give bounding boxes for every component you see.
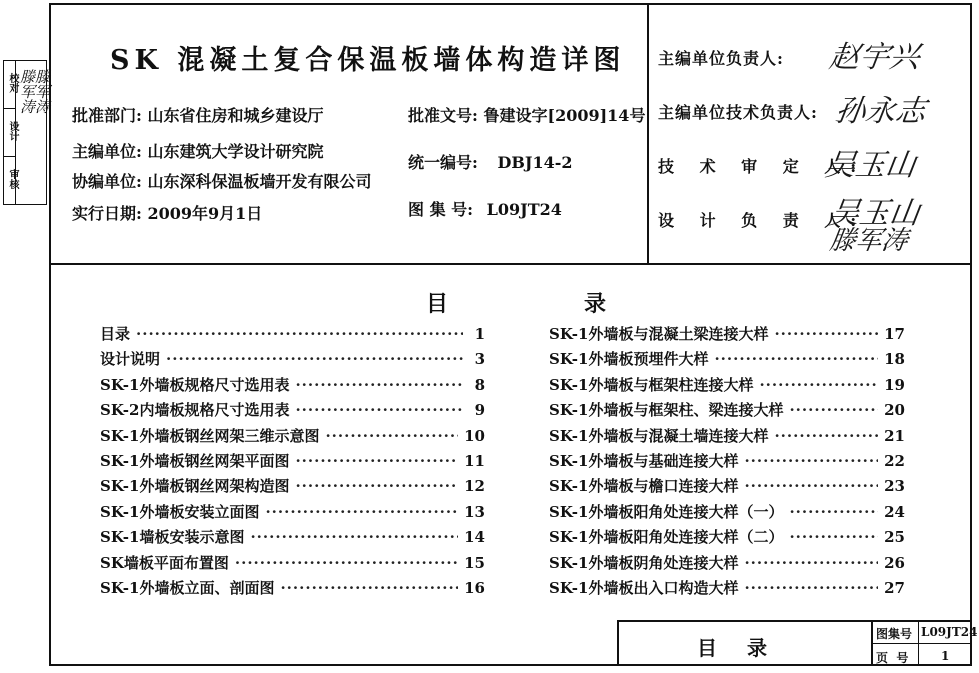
effective-date-value: 2009年9月1日 [147, 204, 263, 223]
toc-leader-dots [744, 554, 878, 572]
unified-no-value: DBJ14-2 [497, 153, 573, 172]
toc-leader-dots [789, 528, 878, 546]
toc-leader-dots [280, 579, 458, 597]
side-label-design: 设计 [7, 121, 18, 141]
toc-entry-title: 设计说明 [100, 350, 161, 369]
approval-no-value: 鲁建设字[2009]14号 [483, 106, 646, 125]
effective-date [72, 201, 262, 224]
toc-right-column [549, 323, 905, 603]
toc-entry-title: SK-1外墙板预埋件大样 [549, 350, 709, 369]
toc-entry[interactable] [549, 425, 905, 449]
approval-dept-value: 山东省住房和城乡建设厅 [147, 106, 324, 125]
toc-entry-page: 8 [474, 375, 485, 394]
co-unit-label: 协编单位: [72, 172, 142, 191]
toc-leader-dots [744, 452, 878, 470]
toc-entry-page: 19 [884, 375, 905, 394]
toc-heading-right: 录 [584, 291, 607, 317]
toc-entry-page: 27 [884, 579, 905, 597]
toc-entry[interactable] [549, 552, 905, 576]
toc-entry-title: SK-1外墙板安装立面图 [100, 502, 260, 521]
toc-leader-dots [295, 452, 458, 470]
toc-entry-page: 20 [884, 401, 905, 420]
toc-leader-dots [136, 325, 463, 343]
toc-entry[interactable] [100, 425, 485, 449]
toc-entry-title: SK-1墙板安装示意图 [100, 528, 245, 547]
toc-entry[interactable] [549, 450, 905, 474]
toc-entry-page: 23 [884, 477, 905, 496]
approval-side-strip [3, 60, 51, 205]
toc-entry[interactable] [100, 552, 485, 576]
toc-leader-dots [295, 401, 463, 419]
design-lead-label: 设 计 负 责 人: [658, 211, 867, 230]
toc-entry[interactable] [100, 399, 485, 423]
atlas-no-label: 图 集 号: [408, 200, 474, 219]
toc-entry-page: 25 [884, 528, 905, 547]
toc-entry[interactable] [100, 526, 485, 550]
toc-entry[interactable] [100, 450, 485, 474]
toc-leader-dots [235, 554, 458, 572]
toc-leader-dots [714, 350, 878, 368]
toc-entry-title: SK-1外墙板钢丝网架构造图 [100, 477, 290, 496]
toc-entry[interactable] [100, 577, 485, 601]
atlas-no-value: L09JT24 [486, 200, 562, 219]
design-lead-signature-1: 吴玉山 [827, 196, 922, 231]
tech-reviewer-label: 技 术 审 定 人: [658, 157, 867, 176]
page-value: 1 [941, 649, 950, 663]
toc-leader-dots [295, 376, 463, 394]
toc-leader-dots [759, 376, 878, 394]
title-block-left [617, 620, 619, 666]
side-signature-1: 滕军涛 [18, 69, 36, 114]
atlas-label: 图集号 [876, 627, 913, 641]
co-unit [72, 169, 372, 192]
toc-leader-dots [265, 503, 458, 521]
toc-entry-title: SK-1外墙板立面、剖面图 [100, 579, 275, 597]
toc-leader-dots [744, 579, 878, 597]
toc-entry-title: SK-1外墙板出入口构造大样 [549, 579, 739, 597]
toc-entry[interactable] [100, 348, 485, 372]
side-signature-2: 滕军涛 [33, 69, 51, 114]
toc-entry-title: SK-1外墙板与框架柱、梁连接大样 [549, 401, 784, 420]
toc-entry-title: 目录 [100, 325, 131, 343]
toc-entry[interactable] [549, 323, 905, 347]
toc-heading-left: 目 [426, 291, 449, 317]
toc-entry-title: SK-1外墙板钢丝网架三维示意图 [100, 426, 320, 445]
toc-entry-page: 16 [464, 579, 485, 597]
toc-entry-page: 12 [464, 477, 485, 496]
toc-entry-title: SK-1外墙板与基础连接大样 [549, 452, 739, 470]
toc-entry-title: SK-1外墙板阳角处连接大样（二） [549, 528, 784, 547]
unified-no [408, 150, 573, 173]
approval-dept-label: 批准部门: [72, 106, 142, 125]
toc-entry-title: SK-1外墙板钢丝网架平面图 [100, 452, 290, 470]
header-signature-divider [647, 3, 649, 264]
toc-entry[interactable] [549, 374, 905, 398]
toc-entry-title: SK-1外墙板阳角处连接大样（一） [549, 502, 784, 521]
approval-no-label: 批准文号: [408, 106, 478, 125]
toc-entry[interactable] [100, 323, 485, 347]
header-divider [49, 263, 972, 265]
approval-no [408, 103, 645, 126]
toc-entry-page: 9 [474, 401, 485, 420]
toc-entry[interactable] [549, 577, 905, 601]
toc-entry[interactable] [100, 475, 485, 499]
toc-entry-page: 14 [464, 528, 485, 547]
toc-entry[interactable] [549, 501, 905, 525]
toc-entry-page: 3 [474, 350, 485, 369]
toc-entry-page: 18 [884, 350, 905, 369]
toc-entry-page: 13 [464, 502, 485, 521]
sheet-title [697, 632, 797, 661]
atlas-no [408, 197, 562, 220]
side-label-check: 校对 [7, 73, 18, 93]
toc-entry-title: SK-2内墙板规格尺寸选用表 [100, 401, 290, 420]
tech-reviewer-signature: 吴玉山 [823, 148, 918, 183]
toc-leader-dots [325, 427, 458, 445]
toc-entry-page: 1 [474, 325, 485, 343]
toc-entry-title: SK墙板平面布置图 [100, 553, 229, 572]
toc-entry-page: 15 [464, 553, 485, 572]
toc-leader-dots [295, 477, 458, 495]
tech-person-signature: 孙永志 [833, 94, 928, 129]
chief-unit-value: 山东建筑大学设计研究院 [147, 142, 324, 161]
page-label: 页 号 [876, 651, 909, 665]
toc-entry-page: 24 [884, 502, 905, 521]
chief-unit [72, 139, 324, 162]
toc-entry-page: 26 [884, 553, 905, 572]
tech-person-label: 主编单位技术负责人: [658, 103, 818, 122]
toc-leader-dots [250, 528, 458, 546]
toc-entry[interactable] [100, 501, 485, 525]
co-unit-value: 山东深科保温板墙开发有限公司 [147, 172, 372, 191]
toc-leader-dots [774, 427, 878, 445]
sheet-title-left: 目 [697, 636, 747, 660]
side-label-review: 审核 [7, 169, 18, 189]
toc-leader-dots [789, 401, 878, 419]
toc-entry-title: SK-1外墙板规格尺寸选用表 [100, 375, 290, 394]
toc-entry-title: SK-1外墙板与框架柱连接大样 [549, 375, 754, 394]
toc-entry-title: SK-1外墙板与混凝土墙连接大样 [549, 426, 769, 445]
toc-entry-title: SK-1外墙板与混凝土梁连接大样 [549, 325, 769, 343]
approval-dept [72, 103, 324, 126]
toc-entry-page: 17 [884, 325, 905, 343]
effective-date-label: 实行日期: [72, 204, 142, 223]
toc-entry-page: 22 [884, 452, 905, 470]
toc-entry[interactable] [100, 374, 485, 398]
design-lead-signature-2: 滕军涛 [827, 226, 910, 256]
toc-entry[interactable] [549, 399, 905, 423]
toc-leader-dots [789, 503, 878, 521]
unified-no-label: 统一编号: [408, 153, 478, 172]
toc-entry-page: 10 [464, 426, 485, 445]
toc-leader-dots [166, 350, 463, 368]
atlas-value: L09JT24 [921, 625, 978, 639]
sheet-title-right: 录 [747, 636, 797, 660]
toc-left-column [100, 323, 485, 603]
toc-entry-page: 11 [464, 452, 485, 470]
chief-person-signature: 赵宇兴 [827, 40, 922, 75]
toc-entry[interactable] [549, 348, 905, 372]
chief-person-label: 主编单位负责人: [658, 49, 784, 68]
toc-entry-page: 21 [884, 426, 905, 445]
toc-entry-title: SK-1外墙板阴角处连接大样 [549, 553, 739, 572]
chief-unit-label: 主编单位: [72, 142, 142, 161]
toc-leader-dots [774, 325, 878, 343]
toc-leader-dots [744, 477, 878, 495]
toc-entry[interactable] [549, 475, 905, 499]
atlas-title: SK 混凝土复合保温板墙体构造详图 [110, 45, 626, 76]
toc-entry-title: SK-1外墙板与檐口连接大样 [549, 477, 739, 496]
toc-entry[interactable] [549, 526, 905, 550]
